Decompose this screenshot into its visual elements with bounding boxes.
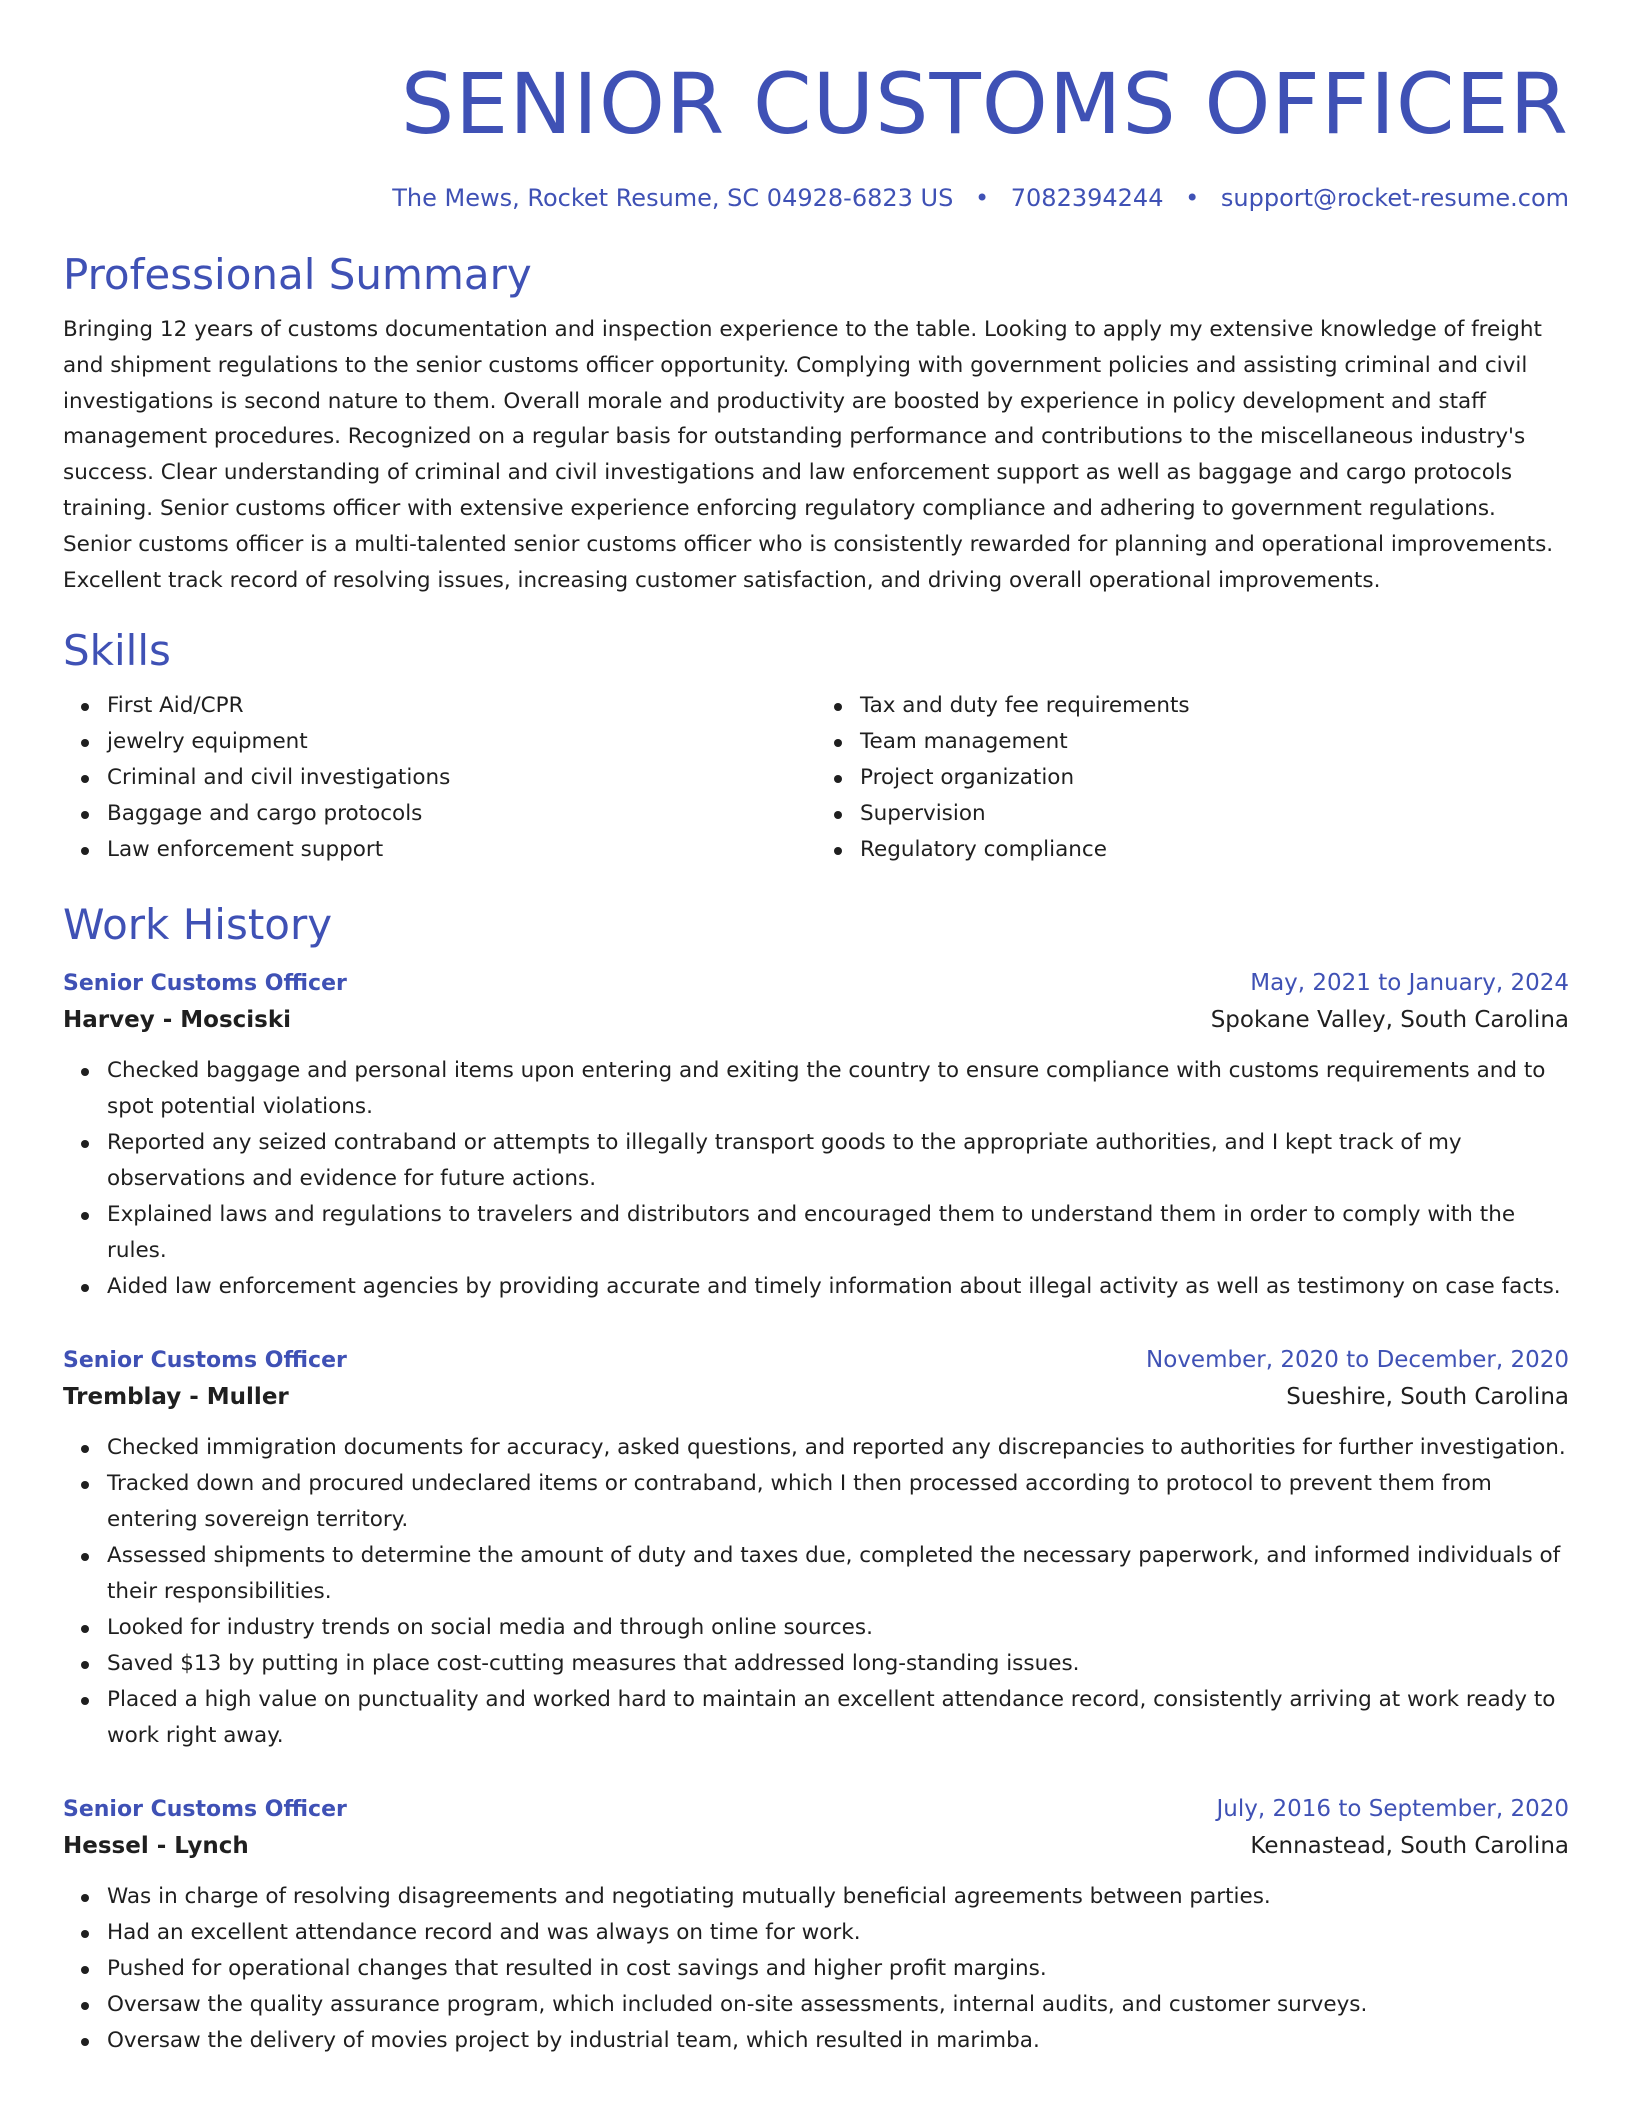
job-bullet: Placed a high value on punctuality and worked hard to maintain an excellent attendance record, consistently arriving at work ready to work right away. xyxy=(107,1682,1569,1754)
contact-separator: • xyxy=(1185,184,1200,212)
skill-item: Criminal and civil investigations xyxy=(107,760,816,796)
job-bullet: Explained laws and regulations to travelers and distributors and encouraged them to understand them in order to comply with the rules. xyxy=(107,1197,1569,1269)
job-company-row xyxy=(63,1001,1569,1039)
work-history-heading: Work History xyxy=(63,900,333,950)
job-bullet: Was in charge of resolving disagreements and negotiating mutually beneficial agreements between parties. xyxy=(107,1879,1569,1915)
skill-item: Law enforcement support xyxy=(107,832,816,868)
skill-item: First Aid/CPR xyxy=(107,688,816,724)
job-bullet: Pushed for operational changes that resulted in cost savings and higher profit margins. xyxy=(107,1951,1569,1987)
job-dates: July, 2016 to September, 2020 xyxy=(1216,1796,1569,1823)
job-location: Kennastead, South Carolina xyxy=(1250,1833,1569,1860)
skill-item: Regulatory compliance xyxy=(860,832,1569,868)
contact-email[interactable]: support@rocket-resume.com xyxy=(1220,184,1569,212)
skill-item: Supervision xyxy=(860,796,1569,832)
job-company: Harvey - Mosciski xyxy=(63,1007,292,1034)
job-location: Spokane Valley, South Carolina xyxy=(1210,1007,1569,1034)
skill-item: jewelry equipment xyxy=(107,724,816,760)
job-bullet: Reported any seized contraband or attempts to illegally transport goods to the appropriate authorities, and I kept track of my observations and evidence for future actions. xyxy=(107,1125,1569,1197)
skills-heading: Skills xyxy=(63,626,171,676)
job-entry xyxy=(63,966,1569,1305)
job-bullet: Oversaw the delivery of movies project by industrial team, which resulted in marimba. xyxy=(107,2023,1569,2059)
job-entry xyxy=(63,1792,1569,2059)
job-bullets xyxy=(63,1430,1569,1754)
skill-item: Tax and duty fee requirements xyxy=(860,688,1569,724)
job-bullet: Checked immigration documents for accuracy, asked questions, and reported any discrepancies to authorities for further investigation. xyxy=(107,1430,1569,1466)
contact-separator: • xyxy=(974,184,990,212)
summary-heading: Professional Summary xyxy=(63,250,532,299)
skill-item: Baggage and cargo protocols xyxy=(107,796,816,832)
job-bullet: Assessed shipments to determine the amount of duty and taxes due, completed the necessary paperwork, and informed individuals of their responsibilities. xyxy=(107,1538,1569,1610)
job-bullet: Saved $13 by putting in place cost-cutting measures that addressed long-standing issues. xyxy=(107,1646,1569,1682)
job-company: Hessel - Lynch xyxy=(63,1833,249,1860)
job-bullet: Oversaw the quality assurance program, which included on-site assessments, internal audits, and customer surveys. xyxy=(107,1987,1569,2023)
job-company-row xyxy=(63,1827,1569,1865)
skills-list xyxy=(63,688,1569,868)
job-header-row xyxy=(63,1792,1569,1827)
summary-text: Bringing 12 years of customs documentation and inspection experience to the table. Looking to apply my extensive knowledge of freight and shipment regulations to the senior customs officer opportunity. Complying with government policies and assisting criminal and civil investigations is second nature to them. Overall morale and productivity are boosted by experience in policy development and staff management procedures. Recognized on a regular basis for outstanding performance and contributions to the miscellaneous industry's success. Clear understanding of criminal and civil investigations and law enforcement support as well as baggage and cargo protocols training. Senior customs officer with extensive experience enforcing regulatory compliance and adhering to government regulations. Senior customs officer is a multi-talented senior customs officer who is consistently rewarded for planning and operational improvements. Excellent track record of resolving issues, increasing customer satisfaction, and driving overall operational improvements. xyxy=(63,317,1554,593)
contact-address: The Mews, Rocket Resume, SC 04928-6823 US xyxy=(392,184,954,212)
job-bullet: Had an excellent attendance record and was always on time for work. xyxy=(107,1915,1569,1951)
job-header-row xyxy=(63,1343,1569,1378)
skills-column-right xyxy=(816,688,1569,868)
contact-line xyxy=(63,182,1569,214)
job-bullet: Aided law enforcement agencies by providing accurate and timely information about illegal activity as well as testimony on case facts. xyxy=(107,1269,1569,1305)
job-bullet: Looked for industry trends on social media and through online sources. xyxy=(107,1610,1569,1646)
job-bullet: Tracked down and procured undeclared items or contraband, which I then processed according to protocol to prevent them from entering sovereign territory. xyxy=(107,1466,1569,1538)
job-bullets xyxy=(63,1879,1569,2059)
skill-item: Team management xyxy=(860,724,1569,760)
job-company-row xyxy=(63,1378,1569,1416)
job-role: Senior Customs Officer xyxy=(63,971,347,997)
skill-item: Project organization xyxy=(860,760,1569,796)
job-role: Senior Customs Officer xyxy=(63,1348,347,1374)
job-header-row xyxy=(63,966,1569,1001)
job-role: Senior Customs Officer xyxy=(63,1797,347,1823)
job-bullet: Checked baggage and personal items upon entering and exiting the country to ensure compliance with customs requirements and to spot potential violations. xyxy=(107,1053,1569,1125)
contact-phone: 7082394244 xyxy=(1010,184,1164,212)
job-location: Sueshire, South Carolina xyxy=(1286,1384,1569,1411)
job-dates: November, 2020 to December, 2020 xyxy=(1146,1347,1569,1374)
job-company: Tremblay - Muller xyxy=(63,1384,289,1411)
skills-column-left xyxy=(63,688,816,868)
job-bullets xyxy=(63,1053,1569,1305)
job-entry xyxy=(63,1343,1569,1754)
page-title: SENIOR CUSTOMS OFFICER xyxy=(400,55,1569,153)
job-dates: May, 2021 to January, 2024 xyxy=(1250,970,1569,997)
